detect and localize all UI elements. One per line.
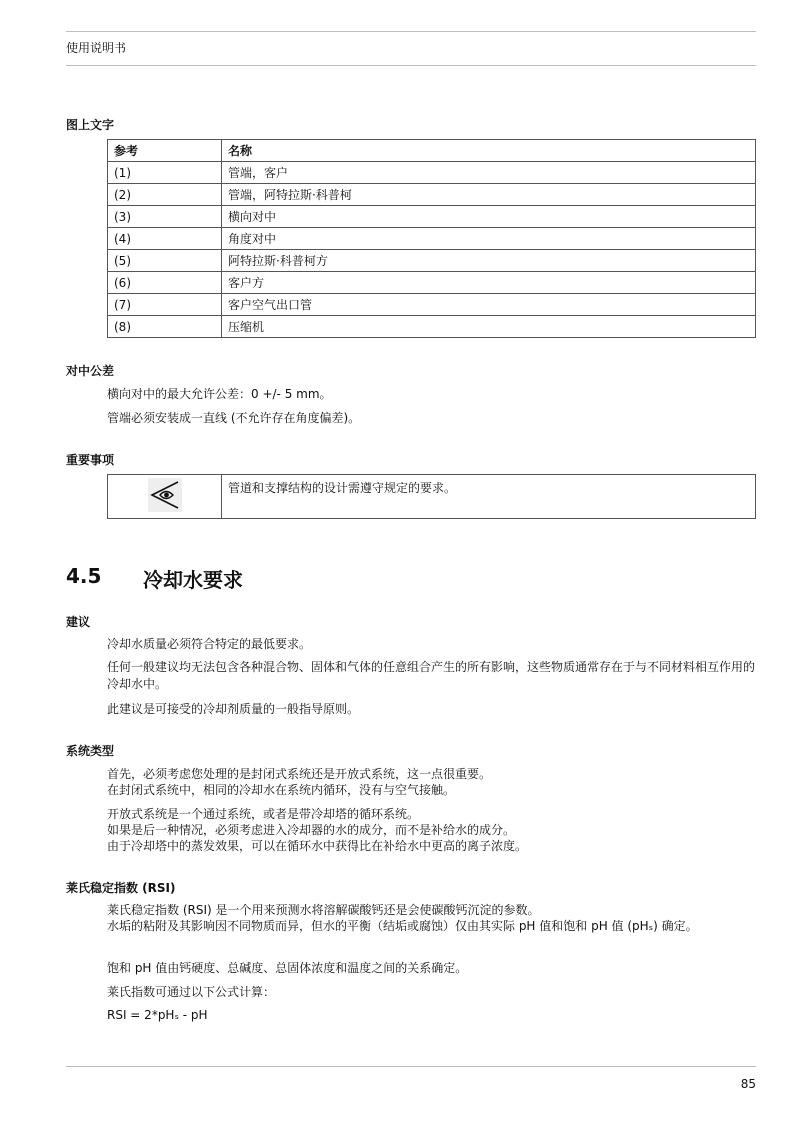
rsi-line: 水垢的粘附及其影响因不同物质而异，但水的平衡（结垢或腐蚀）仅由其实际 pH 值和饱和 pH 值 (pHₛ) 确定。 — [107, 919, 698, 933]
table-row — [108, 316, 756, 338]
name-cell: 客户方 — [222, 272, 756, 294]
table-header-row — [108, 140, 756, 162]
important-note-table — [107, 474, 756, 519]
section-title: 冷却水要求 — [143, 568, 243, 592]
system-type-heading: 系统类型 — [66, 744, 115, 758]
recommendation-paragraph-3: 此建议是可接受的冷却剂质量的一般指导原则。 — [107, 702, 360, 716]
system-type-line: 如果是后一种情况，必须考虑进入冷却器的水的成分，而不是补给水的成分。 — [107, 823, 516, 837]
column-header-name: 名称 — [222, 140, 756, 162]
note-row — [108, 475, 756, 519]
name-cell: 阿特拉斯·科普柯方 — [222, 250, 756, 272]
rsi-line: 莱氏稳定指数 (RSI) 是一个用来预测水将溶解碳酸钙还是会使碳酸钙沉淀的参数。 — [107, 903, 540, 917]
document-title: 使用说明书 — [66, 41, 127, 55]
rsi-calculation-paragraph: 莱氏指数可通过以下公式计算： — [107, 985, 276, 999]
alignment-heading: 对中公差 — [66, 364, 115, 378]
system-type-line: 由于冷却塔中的蒸发效果，可以在循环水中获得比在补给水中更高的离子浓度。 — [107, 839, 528, 853]
reference-cell: (7) — [108, 294, 222, 316]
header-rule-bottom — [66, 65, 756, 66]
reference-cell: (5) — [108, 250, 222, 272]
figure-text-heading: 图上文字 — [66, 118, 115, 132]
rsi-saturation-paragraph: 饱和 pH 值由钙硬度、总碱度、总固体浓度和温度之间的关系确定。 — [107, 961, 468, 975]
name-cell: 客户空气出口管 — [222, 294, 756, 316]
eye-triangle-icon — [148, 478, 182, 512]
note-icon-cell — [108, 475, 222, 519]
column-header-reference: 参考 — [108, 140, 222, 162]
system-type-line: 开放式系统是一个通过系统，或者是带冷却塔的循环系统。 — [107, 807, 420, 821]
table-row — [108, 162, 756, 184]
reference-cell: (4) — [108, 228, 222, 250]
reference-cell: (2) — [108, 184, 222, 206]
name-cell: 角度对中 — [222, 228, 756, 250]
table-row — [108, 184, 756, 206]
recommendation-heading: 建议 — [66, 615, 91, 629]
note-text: 管道和支撑结构的设计需遵守规定的要求。 — [222, 475, 756, 519]
rsi-heading: 莱氏稳定指数 (RSI) — [66, 881, 176, 895]
alignment-line-1: 横向对中的最大允许公差：0 +/- 5 mm。 — [107, 387, 332, 401]
important-heading: 重要事项 — [66, 453, 115, 467]
section-number: 4.5 — [66, 564, 102, 588]
alignment-line-2: 管端必须安装成一直线 (不允许存在角度偏差)。 — [107, 411, 361, 425]
header-rule-top — [66, 31, 756, 32]
figure-text-table — [107, 139, 756, 338]
table-row — [108, 206, 756, 228]
recommendation-paragraph-2: 任何一般建议均无法包含各种混合物、固体和气体的任意组合产生的所有影响，这些物质通常存在于与不同材料相互作用的冷却水中。 — [107, 660, 756, 691]
reference-cell: (8) — [108, 316, 222, 338]
footer-rule — [66, 1066, 756, 1067]
system-type-line: 在封闭式系统中，相同的冷却水在系统内循环，没有与空气接触。 — [107, 783, 456, 797]
rsi-formula: RSI = 2*pHₛ - pH — [107, 1008, 208, 1022]
table-row — [108, 250, 756, 272]
name-cell: 管端，阿特拉斯·科普柯 — [222, 184, 756, 206]
recommendation-paragraph-1: 冷却水质量必须符合特定的最低要求。 — [107, 637, 312, 651]
table-row — [108, 228, 756, 250]
reference-cell: (3) — [108, 206, 222, 228]
table-row — [108, 294, 756, 316]
name-cell: 压缩机 — [222, 316, 756, 338]
reference-cell: (1) — [108, 162, 222, 184]
reference-cell: (6) — [108, 272, 222, 294]
table-row — [108, 272, 756, 294]
name-cell: 横向对中 — [222, 206, 756, 228]
name-cell: 管端，客户 — [222, 162, 756, 184]
system-type-line: 首先，必须考虑您处理的是封闭式系统还是开放式系统，这一点很重要。 — [107, 767, 492, 781]
page-number: 85 — [740, 1077, 756, 1091]
